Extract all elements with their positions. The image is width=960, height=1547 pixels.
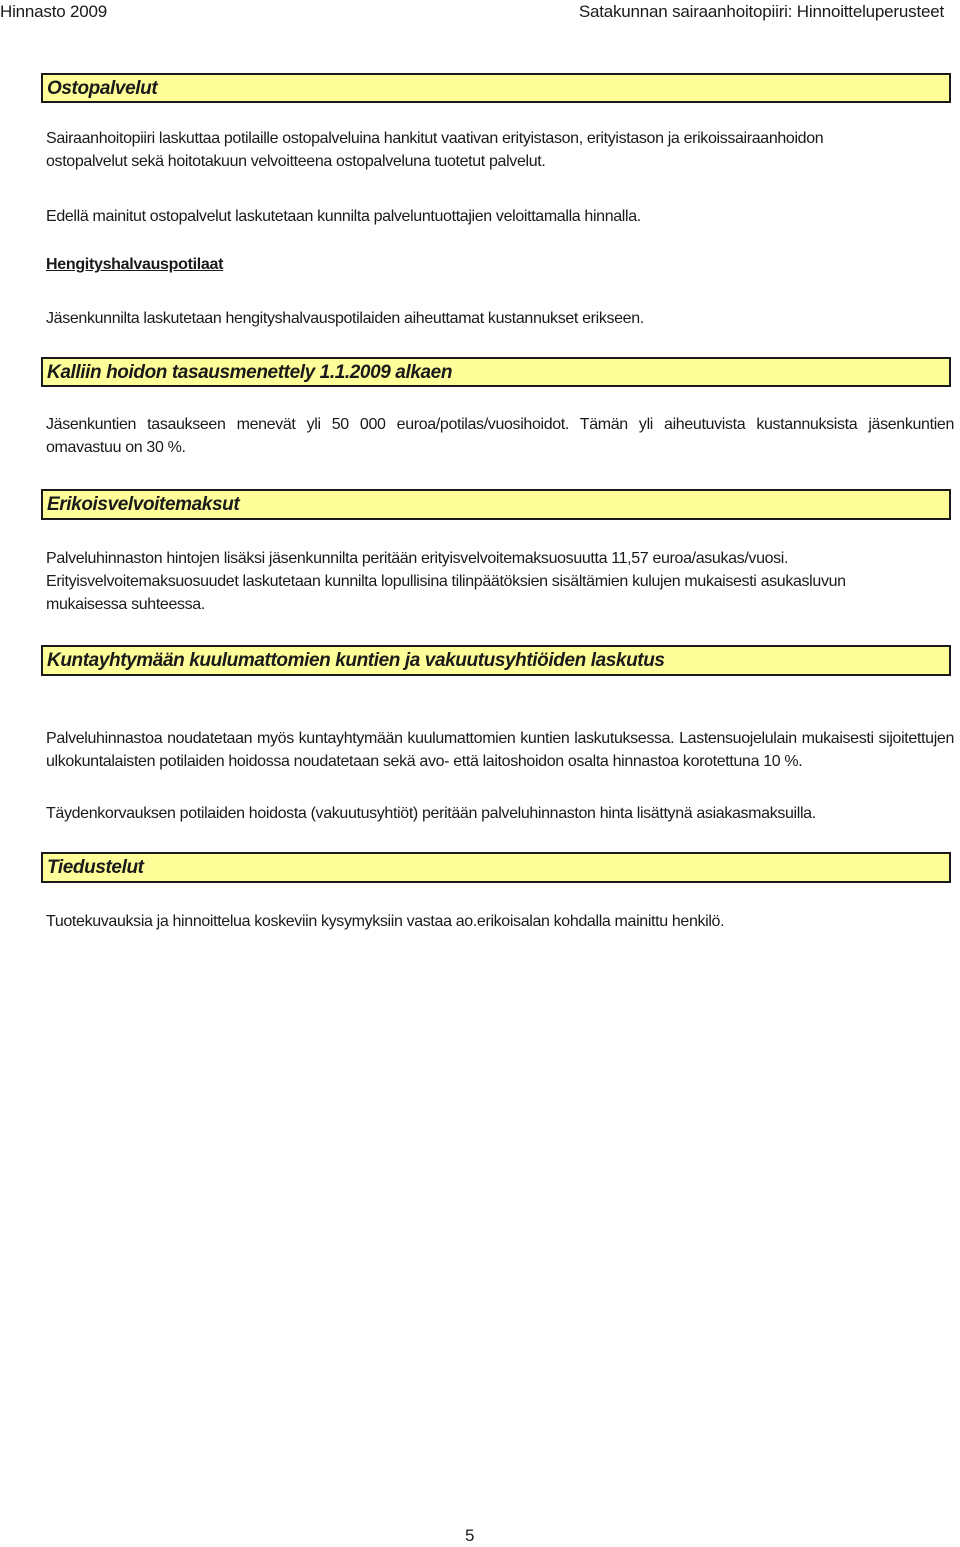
section-title-tiedustelut <box>41 852 951 883</box>
section-title-ostopalvelut <box>41 73 951 103</box>
page-number: 5 <box>465 1526 475 1545</box>
section-title-kuntayhtyma <box>41 645 951 676</box>
section-title-text: Ostopalvelut <box>47 78 158 99</box>
hengitys-paragraph: Jäsenkunnilta laskutetaan hengityshalvauspotilaiden aiheuttamat kustannukset erikseen. <box>46 310 644 327</box>
section-title-text: Kalliin hoidon tasausmenettely 1.1.2009 alkaen <box>47 362 453 383</box>
subheading-hengityshalvauspotilaat: Hengityshalvauspotilaat <box>46 256 224 273</box>
tiedustelut-paragraph: Tuotekuvauksia ja hinnoittelua koskeviin kysymyksiin vastaa ao.erikoisalan kohdalla mainittu henkilö. <box>46 913 725 930</box>
section-title-text: Tiedustelut <box>47 857 144 878</box>
kalliin-paragraph: Jäsenkuntien tasaukseen menevät yli 50 000 euroa/potilas/vuosihoidot. Tämän yli aiheutuvista kustannuksista jäsenkuntien omavastuu on 30 %. <box>46 416 954 456</box>
kuntayhtyma-paragraph-1: Palveluhinnastoa noudatetaan myös kuntayhtymään kuulumattomien kuntien laskutuksessa. Lastensuojelulain mukaisesti sijoitettujen ulkokuntalaisten potilaiden hoidossa noudatetaan sekä avo- että laitoshoidon osalta hinnastoa korotettuna 10 %. <box>46 730 954 770</box>
ostopalvelut-paragraph-2: Edellä mainitut ostopalvelut laskutetaan kunnilta palveluntuottajien veloittamalla hinnalla. <box>46 208 641 225</box>
header-left: Hinnasto 2009 <box>0 2 108 21</box>
kuntayhtyma-paragraph-2: Täydenkorvauksen potilaiden hoidosta (vakuutusyhtiöt) peritään palveluhinnaston hinta lisättynä asiakasmaksuilla. <box>46 805 816 822</box>
section-title-kalliin-hoidon <box>41 357 951 387</box>
ostopalvelut-paragraph-1: Sairaanhoitopiiri laskuttaa potilaille ostopalveluina hankitut vaativan erityistason, erityistason ja erikoissairaanhoidon ostopalvelut sekä hoitotakuun velvoitteena ostopalveluna tuotetut palvelut. <box>46 130 824 170</box>
erikois-paragraph: Palveluhinnaston hintojen lisäksi jäsenkunnilta peritään erityisvelvoitemaksuosuutta 11,57 euroa/asukas/vuosi. Erityisvelvoitemaksuosuudet laskutetaan kunnilta lopullisina tilinpäätöksien sisältämien kulujen mukaisesti asukasluvun mukaisessa suhteessa. <box>46 550 846 613</box>
header-right: Satakunnan sairaanhoitopiiri: Hinnoitteluperusteet <box>578 2 944 21</box>
section-title-text: Kuntayhtymään kuulumattomien kuntien ja vakuutusyhtiöiden laskutus <box>47 650 665 671</box>
section-title-text: Erikoisvelvoitemaksut <box>47 494 240 515</box>
section-title-erikoisvelvoitemaksut <box>41 489 951 520</box>
